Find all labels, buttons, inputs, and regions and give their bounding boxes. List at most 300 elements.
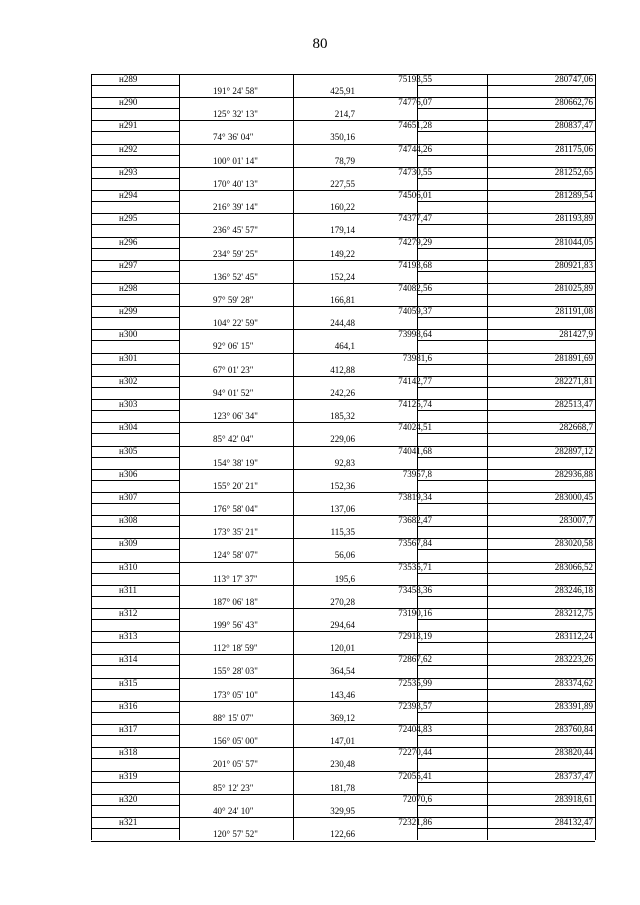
column-divider	[293, 515, 294, 538]
direction-angle: 67° 01' 23"	[213, 364, 254, 375]
column-divider	[595, 353, 596, 376]
segment-length: 92,83	[334, 457, 355, 468]
column-divider	[91, 678, 92, 701]
column-divider	[487, 492, 488, 515]
table-bottom-border	[91, 841, 595, 842]
column-divider	[179, 213, 180, 236]
column-divider	[293, 167, 294, 190]
column-divider	[487, 190, 488, 213]
column-divider	[595, 237, 596, 260]
direction-angle: 173° 05' 10"	[213, 689, 258, 700]
direction-angle: 155° 28' 03"	[213, 666, 258, 677]
y-coordinate: 281427,9	[559, 329, 593, 340]
column-divider	[293, 399, 294, 422]
column-divider	[179, 608, 180, 631]
column-divider	[179, 353, 180, 376]
point-name: н310	[119, 561, 138, 572]
x-coordinate: 74059,37	[398, 306, 432, 317]
x-coordinate: 74024,51	[398, 422, 432, 433]
direction-angle: 94° 01' 52"	[213, 387, 254, 398]
row-divider	[91, 805, 179, 806]
row-divider	[91, 85, 179, 86]
x-coordinate: 73819,34	[398, 491, 432, 502]
column-divider	[595, 515, 596, 538]
column-divider	[91, 724, 92, 747]
row-divider	[417, 828, 595, 829]
row-divider	[417, 758, 595, 759]
column-divider	[179, 817, 180, 840]
column-divider	[595, 399, 596, 422]
y-coordinate: 281175,06	[555, 143, 593, 154]
segment-length: 152,36	[330, 480, 355, 491]
direction-angle: 92° 06' 15"	[213, 341, 254, 352]
column-divider	[91, 376, 92, 399]
column-divider	[293, 376, 294, 399]
row-divider	[417, 642, 595, 643]
column-divider	[91, 237, 92, 260]
direction-angle: 85° 12' 23"	[213, 782, 254, 793]
column-divider	[595, 562, 596, 585]
column-divider	[487, 237, 488, 260]
x-coordinate: 74377,47	[398, 213, 432, 224]
column-divider	[487, 747, 488, 770]
column-divider	[595, 608, 596, 631]
column-divider	[293, 585, 294, 608]
segment-length: 78,79	[334, 155, 355, 166]
segment-length: 166,81	[330, 294, 355, 305]
column-divider	[487, 631, 488, 654]
table-row	[91, 213, 595, 236]
row-divider	[417, 596, 595, 597]
table-row	[91, 190, 595, 213]
row-divider	[91, 642, 179, 643]
column-divider	[487, 144, 488, 167]
direction-angle: 124° 58' 07"	[213, 550, 258, 561]
x-coordinate: 72270,44	[398, 747, 432, 758]
column-divider	[595, 167, 596, 190]
point-name: н300	[119, 329, 138, 340]
segment-length: 120,01	[330, 643, 355, 654]
row-divider	[91, 340, 179, 341]
x-coordinate: 74506,01	[398, 190, 432, 201]
segment-length: 270,28	[330, 596, 355, 607]
table-row	[91, 608, 595, 631]
segment-length: 56,06	[334, 550, 355, 561]
column-divider	[179, 446, 180, 469]
column-divider	[293, 283, 294, 306]
column-divider	[91, 631, 92, 654]
column-divider	[179, 794, 180, 817]
column-divider	[487, 817, 488, 840]
row-divider	[91, 480, 179, 481]
column-divider	[179, 74, 180, 97]
y-coordinate: 283007,7	[559, 515, 593, 526]
table-row	[91, 515, 595, 538]
column-divider	[293, 329, 294, 352]
column-divider	[91, 492, 92, 515]
row-divider	[417, 294, 595, 295]
row-divider	[91, 712, 179, 713]
column-divider	[487, 469, 488, 492]
row-divider	[417, 480, 595, 481]
x-coordinate: 73981,6	[402, 352, 432, 363]
column-divider	[595, 74, 596, 97]
row-divider	[91, 619, 179, 620]
table-row	[91, 144, 595, 167]
column-divider	[487, 538, 488, 561]
column-divider	[91, 353, 92, 376]
segment-length: 181,78	[330, 782, 355, 793]
column-divider	[179, 190, 180, 213]
row-divider	[91, 782, 179, 783]
segment-length: 412,88	[330, 364, 355, 375]
column-divider	[595, 631, 596, 654]
segment-length: 242,26	[330, 387, 355, 398]
table-row	[91, 237, 595, 260]
column-divider	[487, 283, 488, 306]
x-coordinate: 74082,56	[398, 282, 432, 293]
column-divider	[91, 608, 92, 631]
column-divider	[179, 283, 180, 306]
column-divider	[179, 562, 180, 585]
table-row	[91, 376, 595, 399]
table-row	[91, 771, 595, 794]
column-divider	[91, 538, 92, 561]
column-divider	[487, 376, 488, 399]
segment-length: 195,6	[334, 573, 355, 584]
column-divider	[179, 167, 180, 190]
column-divider	[91, 329, 92, 352]
column-divider	[487, 562, 488, 585]
row-divider	[91, 155, 179, 156]
point-name: н293	[119, 166, 138, 177]
row-divider	[91, 503, 179, 504]
column-divider	[293, 771, 294, 794]
point-name: н306	[119, 468, 138, 479]
segment-length: 149,22	[330, 248, 355, 259]
row-divider	[417, 712, 595, 713]
segment-length: 244,48	[330, 318, 355, 329]
column-divider	[293, 538, 294, 561]
column-divider	[179, 329, 180, 352]
x-coordinate: 74142,77	[398, 375, 432, 386]
row-divider	[417, 526, 595, 527]
x-coordinate: 73535,71	[398, 561, 432, 572]
direction-angle: 125° 32' 13"	[213, 109, 258, 120]
row-divider	[417, 619, 595, 620]
table-row	[91, 654, 595, 677]
point-name: н297	[119, 259, 138, 270]
point-name: н316	[119, 700, 138, 711]
column-divider	[179, 376, 180, 399]
column-divider	[487, 306, 488, 329]
column-divider	[179, 678, 180, 701]
column-divider	[595, 771, 596, 794]
column-divider	[595, 213, 596, 236]
row-divider	[417, 340, 595, 341]
column-divider	[487, 794, 488, 817]
point-name: н321	[119, 817, 138, 827]
direction-angle: 199° 56' 43"	[213, 620, 258, 631]
direction-angle: 187° 06' 18"	[213, 596, 258, 607]
point-name: н319	[119, 770, 138, 781]
column-divider	[179, 422, 180, 445]
column-divider	[91, 260, 92, 283]
column-divider	[487, 422, 488, 445]
column-divider	[91, 167, 92, 190]
segment-length: 364,54	[330, 666, 355, 677]
direction-angle: 216° 39' 14"	[213, 202, 258, 213]
point-name: н320	[119, 793, 138, 804]
point-name: н298	[119, 282, 138, 293]
row-divider	[417, 248, 595, 249]
column-divider	[91, 422, 92, 445]
column-divider	[487, 678, 488, 701]
column-divider	[293, 97, 294, 120]
direction-angle: 191° 24' 58"	[213, 86, 258, 96]
x-coordinate: 74651,28	[398, 120, 432, 131]
column-divider	[293, 654, 294, 677]
column-divider	[179, 260, 180, 283]
column-divider	[179, 120, 180, 143]
column-divider	[91, 794, 92, 817]
point-name: н296	[119, 236, 138, 247]
segment-length: 229,06	[330, 434, 355, 445]
column-divider	[179, 654, 180, 677]
direction-angle: 201° 05' 57"	[213, 759, 258, 770]
table-row	[91, 306, 595, 329]
row-divider	[91, 387, 179, 388]
column-divider	[293, 353, 294, 376]
column-divider	[179, 399, 180, 422]
row-divider	[417, 155, 595, 156]
direction-angle: 176° 58' 04"	[213, 503, 258, 514]
column-divider	[91, 97, 92, 120]
table-row	[91, 422, 595, 445]
point-name: н315	[119, 677, 138, 688]
direction-angle: 104° 22' 59"	[213, 318, 258, 329]
column-divider	[179, 701, 180, 724]
row-divider	[91, 271, 179, 272]
column-divider	[293, 492, 294, 515]
x-coordinate: 73567,84	[398, 538, 432, 549]
row-divider	[417, 131, 595, 132]
row-divider	[91, 108, 179, 109]
direction-angle: 136° 52' 45"	[213, 271, 258, 282]
x-coordinate: 73682,47	[398, 515, 432, 526]
direction-angle: 85° 42' 04"	[213, 434, 254, 445]
y-coordinate: 280662,76	[554, 97, 593, 108]
x-coordinate: 72321,86	[398, 817, 432, 827]
point-name: н301	[119, 352, 138, 363]
column-divider	[487, 654, 488, 677]
table-row	[91, 538, 595, 561]
row-divider	[417, 782, 595, 783]
column-divider	[179, 771, 180, 794]
point-name: н291	[119, 120, 138, 131]
segment-length: 350,16	[330, 132, 355, 143]
row-divider	[417, 317, 595, 318]
y-coordinate: 282897,12	[554, 445, 593, 456]
column-divider	[91, 213, 92, 236]
point-name: н314	[119, 654, 138, 665]
y-coordinate: 281025,89	[554, 282, 593, 293]
y-coordinate: 283223,26	[554, 654, 593, 665]
column-divider	[595, 794, 596, 817]
row-divider	[417, 85, 595, 86]
direction-angle: 40° 24' 10"	[213, 805, 254, 816]
point-name: н290	[119, 97, 138, 108]
segment-length: 115,35	[330, 527, 355, 538]
column-divider	[91, 469, 92, 492]
direction-angle: 100° 01' 14"	[213, 155, 258, 166]
column-divider	[595, 329, 596, 352]
segment-length: 160,22	[330, 202, 355, 213]
table-row	[91, 747, 595, 770]
direction-angle: 170° 40' 13"	[213, 178, 258, 189]
column-divider	[179, 237, 180, 260]
row-divider	[91, 364, 179, 365]
point-name: н313	[119, 631, 138, 642]
row-divider	[91, 665, 179, 666]
column-divider	[293, 701, 294, 724]
coordinates-table	[91, 74, 595, 840]
row-divider	[417, 665, 595, 666]
y-coordinate: 282513,47	[554, 399, 593, 410]
column-divider	[91, 306, 92, 329]
column-divider	[487, 97, 488, 120]
row-divider	[91, 317, 179, 318]
y-coordinate: 283020,58	[554, 538, 593, 549]
direction-angle: 112° 18' 59"	[213, 643, 258, 654]
column-divider	[293, 120, 294, 143]
column-divider	[179, 724, 180, 747]
point-name: н311	[119, 584, 137, 595]
y-coordinate: 280837,47	[554, 120, 593, 131]
segment-length: 329,95	[330, 805, 355, 816]
column-divider	[293, 190, 294, 213]
column-divider	[487, 353, 488, 376]
row-divider	[417, 735, 595, 736]
x-coordinate: 72867,62	[398, 654, 432, 665]
column-divider	[293, 608, 294, 631]
row-divider	[91, 596, 179, 597]
segment-length: 137,06	[330, 503, 355, 514]
segment-length: 122,66	[330, 829, 355, 839]
point-name: н318	[119, 747, 138, 758]
column-divider	[91, 144, 92, 167]
x-coordinate: 74193,68	[398, 259, 432, 270]
column-divider	[293, 74, 294, 97]
table-row	[91, 446, 595, 469]
table-row	[91, 353, 595, 376]
column-divider	[595, 701, 596, 724]
column-divider	[91, 585, 92, 608]
column-divider	[595, 469, 596, 492]
segment-length: 227,55	[330, 178, 355, 189]
column-divider	[595, 446, 596, 469]
x-coordinate: 73190,16	[398, 608, 432, 619]
row-divider	[417, 573, 595, 574]
table-row	[91, 794, 595, 817]
y-coordinate: 281193,89	[555, 213, 593, 224]
row-divider	[417, 108, 595, 109]
point-name: н307	[119, 491, 138, 502]
column-divider	[293, 724, 294, 747]
column-divider	[487, 701, 488, 724]
row-divider	[417, 805, 595, 806]
column-divider	[91, 283, 92, 306]
point-name: н295	[119, 213, 138, 224]
table-row	[91, 678, 595, 701]
table-row	[91, 724, 595, 747]
column-divider	[595, 422, 596, 445]
table-row	[91, 492, 595, 515]
column-divider	[595, 144, 596, 167]
column-divider	[179, 585, 180, 608]
x-coordinate: 74730,55	[398, 166, 432, 177]
column-divider	[91, 515, 92, 538]
column-divider	[179, 747, 180, 770]
y-coordinate: 283918,61	[554, 793, 593, 804]
row-divider	[417, 457, 595, 458]
row-divider	[91, 178, 179, 179]
row-divider	[417, 503, 595, 504]
column-divider	[595, 654, 596, 677]
y-coordinate: 281891,69	[554, 352, 593, 363]
column-divider	[595, 190, 596, 213]
x-coordinate: 73957,8	[402, 468, 432, 479]
row-divider	[91, 526, 179, 527]
column-divider	[595, 724, 596, 747]
column-divider	[595, 817, 596, 840]
row-divider	[91, 410, 179, 411]
column-divider	[487, 167, 488, 190]
table-row	[91, 74, 595, 97]
point-name: н299	[119, 306, 138, 317]
row-divider	[91, 689, 179, 690]
segment-length: 369,12	[330, 712, 355, 723]
table-row	[91, 817, 595, 840]
y-coordinate: 280747,06	[554, 74, 593, 84]
column-divider	[179, 144, 180, 167]
y-coordinate: 283000,45	[554, 491, 593, 502]
direction-angle: 173° 35' 21"	[213, 527, 258, 538]
row-divider	[417, 549, 595, 550]
segment-length: 464,1	[334, 341, 355, 352]
table-row	[91, 120, 595, 143]
segment-length: 185,32	[330, 411, 355, 422]
y-coordinate: 282668,7	[559, 422, 593, 433]
column-divider	[91, 747, 92, 770]
y-coordinate: 280921,83	[554, 259, 593, 270]
row-divider	[417, 178, 595, 179]
point-name: н312	[119, 608, 138, 619]
segment-length: 147,01	[330, 736, 355, 747]
table-row	[91, 260, 595, 283]
point-name: н302	[119, 375, 138, 386]
column-divider	[293, 469, 294, 492]
y-coordinate: 281191,08	[555, 306, 593, 317]
x-coordinate: 72404,83	[398, 724, 432, 735]
x-coordinate: 72393,57	[398, 700, 432, 711]
column-divider	[487, 585, 488, 608]
table-row	[91, 585, 595, 608]
direction-angle: 113° 17' 37"	[213, 573, 258, 584]
y-coordinate: 283374,62	[554, 677, 593, 688]
x-coordinate: 73458,36	[398, 584, 432, 595]
row-divider	[91, 131, 179, 132]
